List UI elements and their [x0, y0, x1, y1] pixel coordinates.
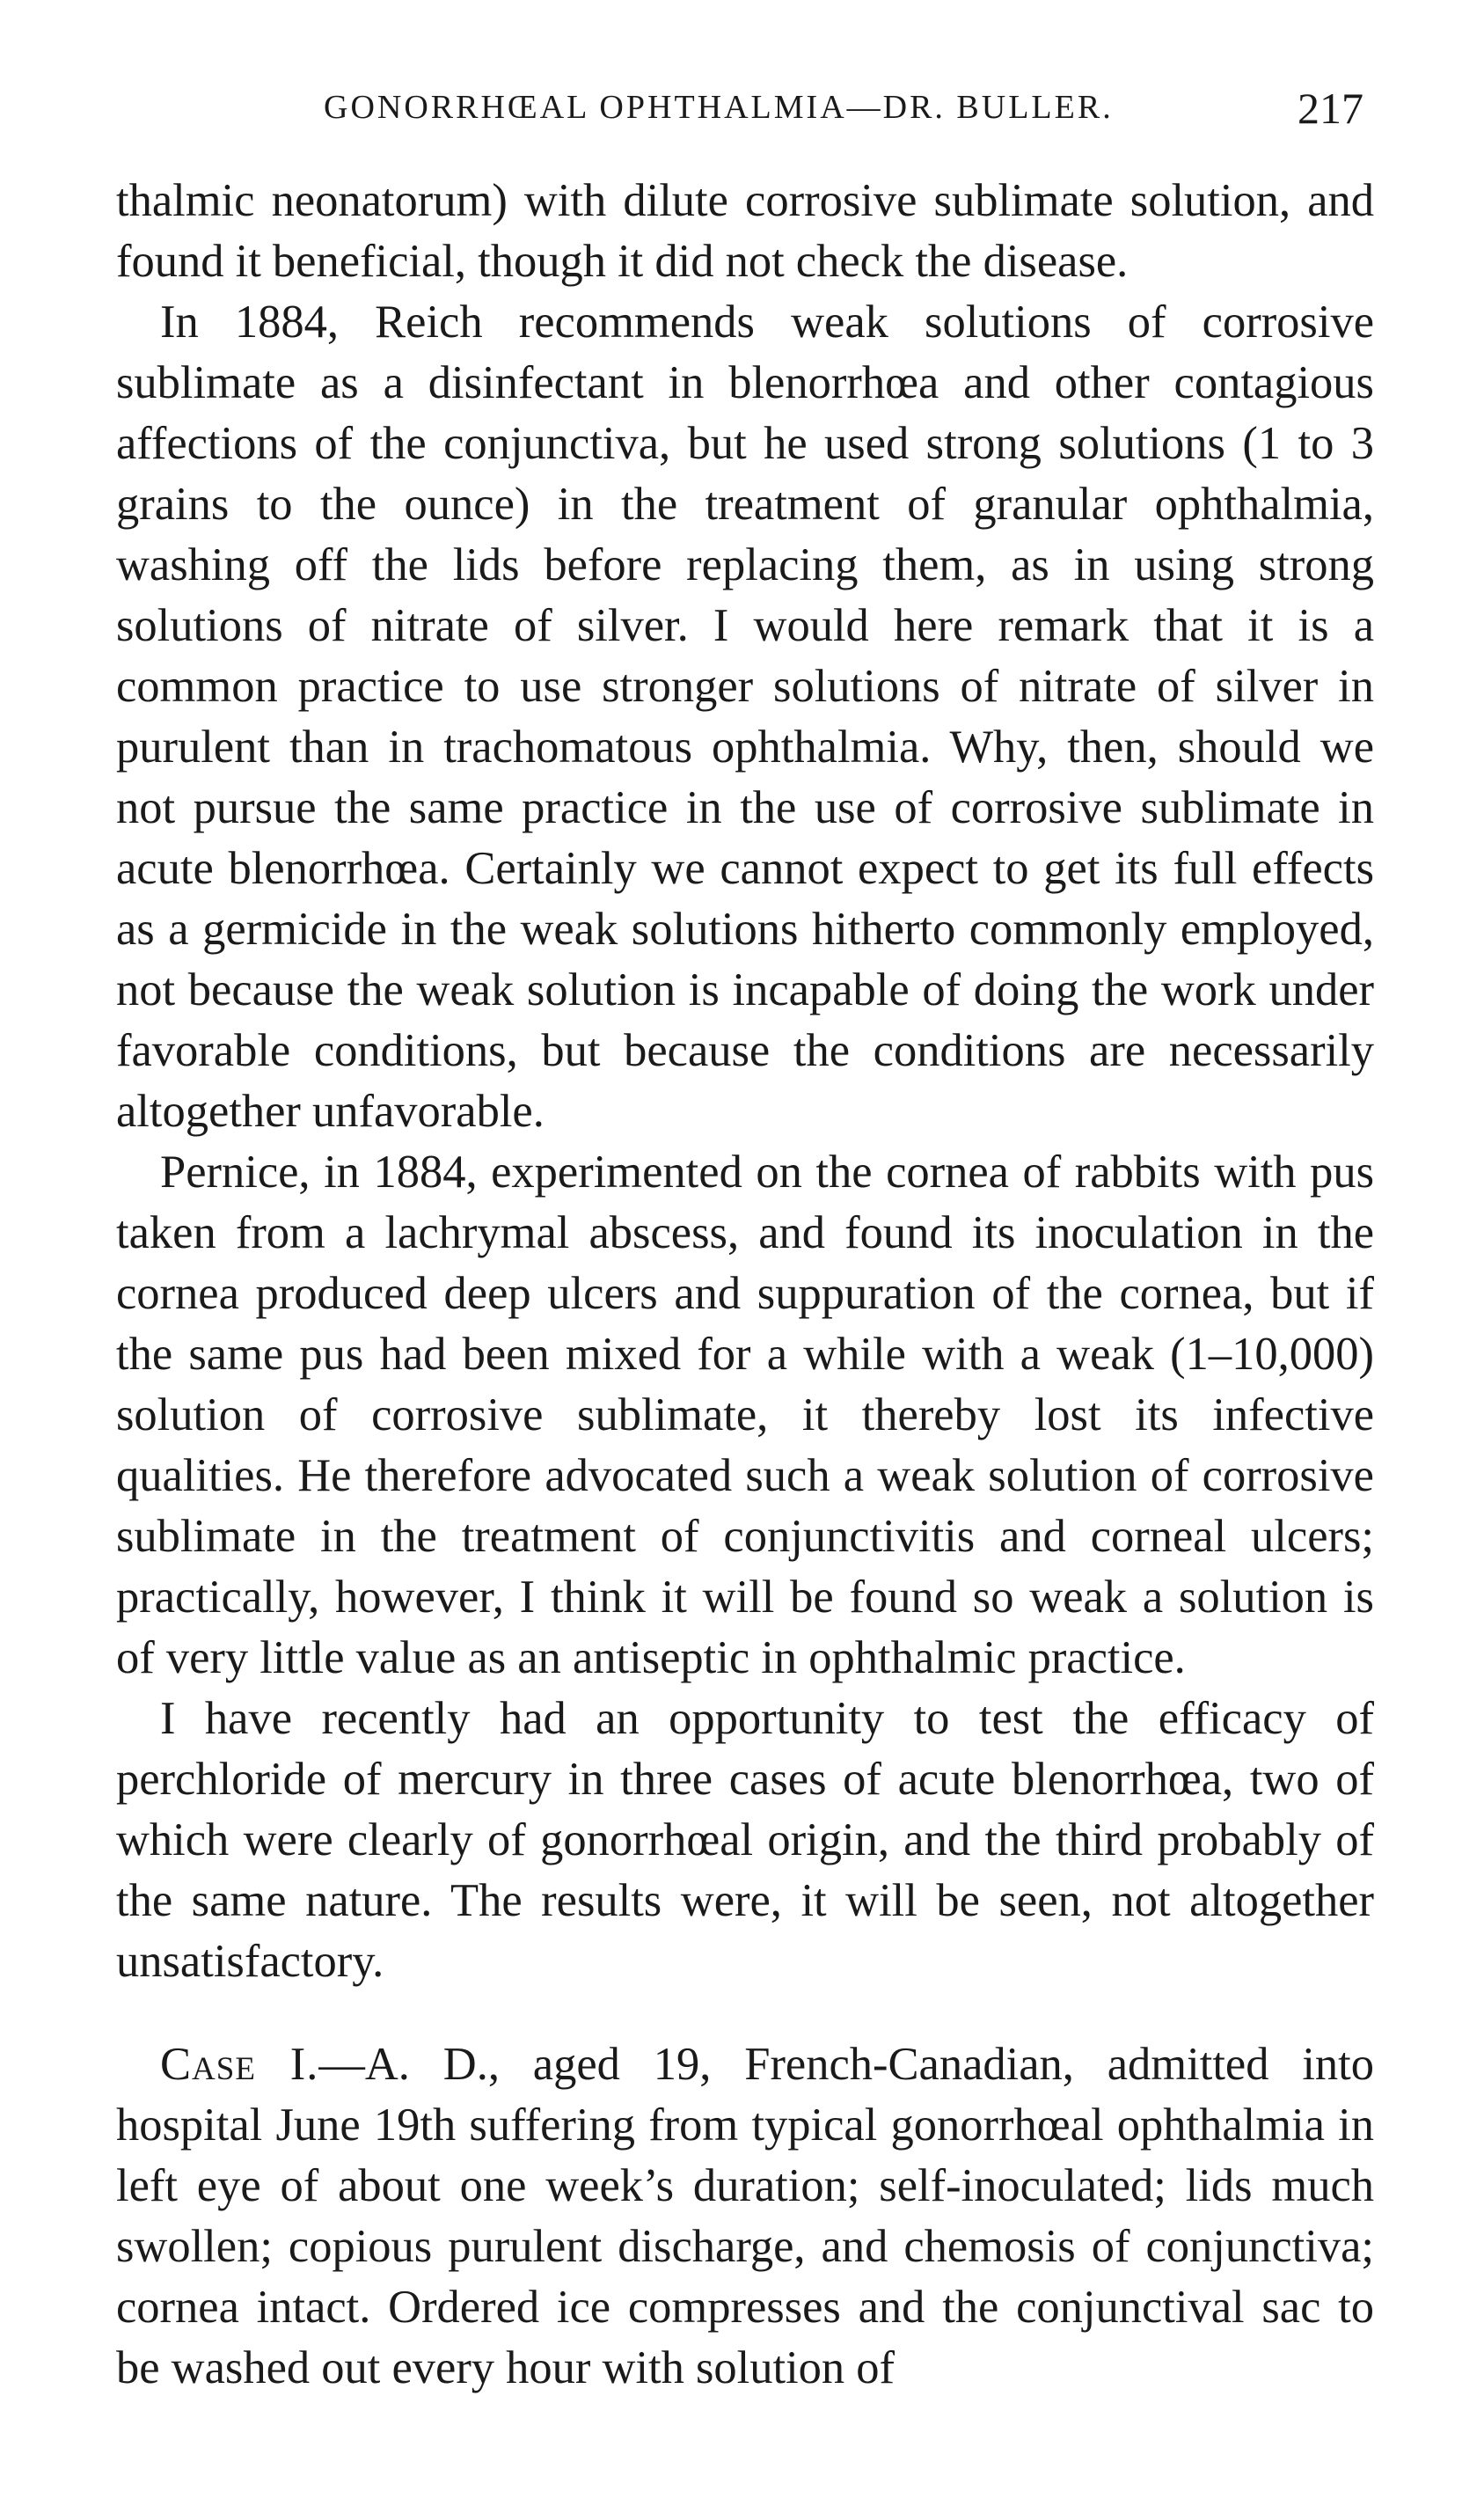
- paragraph-continuation: thalmic neonatorum) with dilute corrosive sublimate solution, and found it beneficial, though it did not check the disease.: [116, 175, 1374, 287]
- page-number: 217: [1298, 84, 1363, 133]
- paragraph-pernice: Pernice, in 1884, experimented on the cornea of rabbits with pus taken from a lachrymal abscess, and found its inoculation in the cornea produced deep ulcers and suppuration of the cornea, but if the same pus had been mixed for a while with a weak (1–10,000) solution of corrosive sublimate, it thereby lost its infective qualities. He therefore advocated such a weak solution of corrosive sublimate in the treatment of conjunctivitis and corneal ulcers; practically, however, I think it will be found so weak a solution is of very little value as an antiseptic in ophthalmic practice.: [116, 1147, 1374, 1683]
- running-head: [0, 84, 1484, 141]
- paragraph-own-cases: I have recently had an opportunity to test the efficacy of perchloride of mercury in three cases of acute blenorrhœa, two of which were clearly of gonorrhœal origin, and the third probably of the same nature. The results were, it will be seen, not altogether unsatisfactory.: [116, 1693, 1374, 1987]
- paragraph-case-one: [116, 2034, 1374, 2399]
- paragraph-reich: In 1884, Reich recommends weak solutions of corrosive sublimate as a disinfectant in blenorrhœa and other contagious affections of the conjunctiva, but he used strong solutions (1 to 3 grains to the ounce) in the treatment of granular ophthalmia, washing off the lids before replacing them, as in using strong solutions of nitrate of silver. I would here remark that it is a common practice to use stronger solutions of nitrate of silver in purulent than in trachomatous ophthalmia. Why, then, should we not pursue the same practice in the use of corrosive sublimate in acute blenorrhœa. Certainly we cannot expect to get its full effects as a germicide in the weak solutions hitherto commonly employed, not because the weak solution is incapable of doing the work under favorable conditions, but because the conditions are necessarily altogether unfavorable.: [116, 297, 1374, 1137]
- body-text: [116, 171, 1374, 2399]
- running-title: GONORRHŒAL OPHTHALMIA—DR. BULLER.: [324, 89, 1114, 126]
- case-text: —A. D., aged 19, French-Canadian, admitted into hospital June 19th suffering from typical gonorrhœal ophthalmia in left eye of about one week’s duration; self-inoculated; lids much swollen; copious purulent discharge, and chemosis of conjunctiva; cornea intact. Ordered ice compresses and the conjunctival sac to be washed out every hour with solution of: [116, 2039, 1374, 2393]
- case-label: Case I.: [160, 2039, 319, 2090]
